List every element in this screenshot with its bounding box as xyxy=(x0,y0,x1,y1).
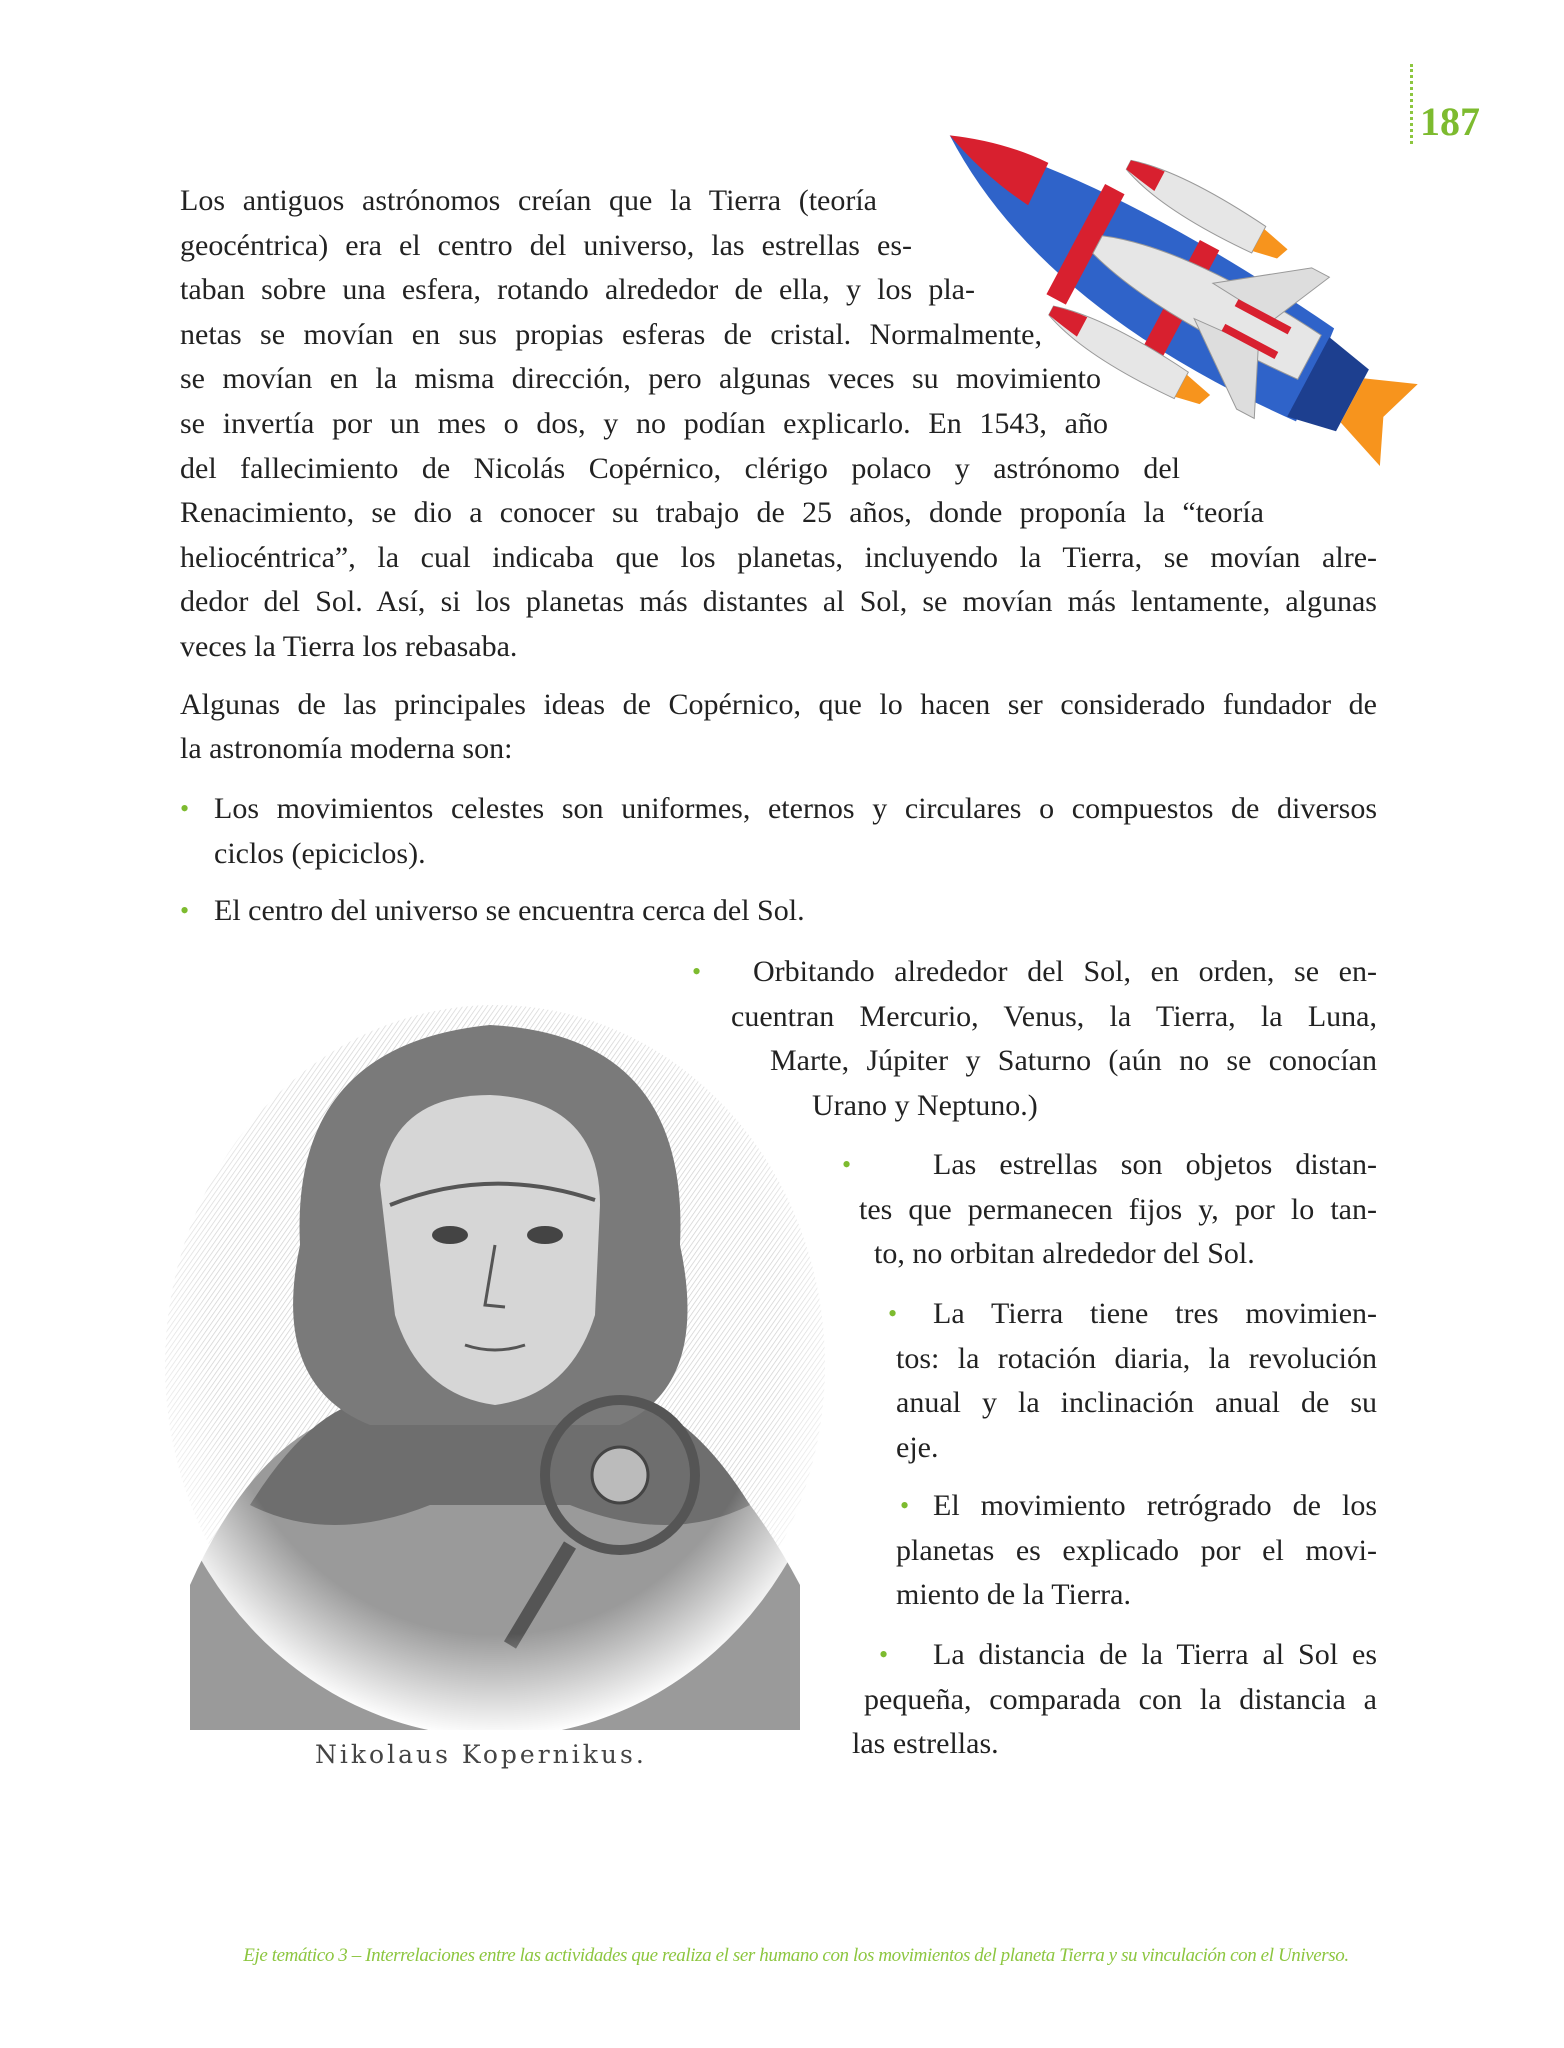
text-line: veces la Tierra los rebasaba. xyxy=(180,630,518,663)
text-line: miento de la Tierra. xyxy=(896,1578,1131,1612)
text-line: tes que permanecen fijos y, por lo tan- xyxy=(859,1192,1377,1226)
bullet-icon: • xyxy=(842,1150,852,1179)
text-line: La Tierra tiene tres movimien- xyxy=(933,1297,1377,1330)
text-line: Orbitando alrededor del Sol, en orden, se en- xyxy=(753,955,1377,988)
text-line: to, no orbitan alrededor del Sol. xyxy=(874,1237,1255,1271)
text-line: la astronomía moderna son: xyxy=(180,732,513,765)
text-line: taban sobre una esfera, rotando alrededor de ella, y los pla- xyxy=(180,273,975,307)
text-line: se invertía por un mes o dos, y no podían explicarlo. En 1543, año xyxy=(180,407,1108,440)
text-line: La distancia de la Tierra al Sol es xyxy=(933,1638,1377,1671)
text-line: tos: la rotación diaria, la revolución xyxy=(896,1341,1377,1375)
text-line: anual y la inclinación anual de su xyxy=(896,1386,1377,1420)
text-line: planetas es explicado por el movi- xyxy=(896,1533,1377,1567)
text-line: dedor del Sol. Así, si los planetas más distantes al Sol, se movían más lentamente, algunas xyxy=(180,585,1377,619)
text-line: ciclos (epiciclos). xyxy=(214,836,426,870)
copernicus-portrait xyxy=(150,985,840,1730)
text-line: del fallecimiento de Nicolás Copérnico, clérigo polaco y astrónomo del xyxy=(180,451,1180,485)
text-line: eje. xyxy=(896,1430,939,1464)
text-line: Los antiguos astrónomos creían que la Tierra (teoría xyxy=(180,184,877,217)
bullet-icon: • xyxy=(900,1491,910,1520)
text-line: Algunas de las principales ideas de Copérnico, que lo hacen ser considerado fundador de xyxy=(180,688,1377,721)
page-number: 187 xyxy=(1420,99,1480,144)
footer-theme-text: Eje temático 3 – Interrelaciones entre las actividades que realiza el ser humano con los movimientos del planeta Tierra y su vinculación con el Universo. xyxy=(243,1945,1349,1966)
text-line: cuentran Mercurio, Venus, la Tierra, la Luna, xyxy=(731,999,1377,1033)
text-line: heliocéntrica”, la cual indicaba que los planetas, incluyendo la Tierra, se movían alre- xyxy=(180,540,1377,574)
text-line: netas se movían en sus propias esferas de cristal. Normalmente, xyxy=(180,317,1042,351)
portrait-caption: Nikolaus Kopernikus. xyxy=(315,1740,647,1769)
bullet-icon: • xyxy=(692,957,702,986)
text-line: las estrellas. xyxy=(852,1727,999,1761)
text-line: El movimiento retrógrado de los xyxy=(933,1489,1377,1522)
text-line: El centro del universo se encuentra cerca del Sol. xyxy=(214,894,805,927)
bullet-icon: • xyxy=(879,1640,889,1669)
bullet-icon: • xyxy=(180,794,190,823)
text-line: geocéntrica) era el centro del universo, las estrellas es- xyxy=(180,228,912,262)
text-line: Marte, Júpiter y Saturno (aún no se conocían xyxy=(770,1044,1377,1078)
text-line: Urano y Neptuno.) xyxy=(812,1088,1038,1122)
bullet-icon: • xyxy=(180,896,190,925)
bullet-icon: • xyxy=(888,1299,898,1328)
text-line: Los movimientos celestes son uniformes, eternos y circulares o compuestos de diversos xyxy=(214,792,1377,825)
text-line: se movían en la misma dirección, pero algunas veces su movimiento xyxy=(180,362,1101,396)
text-line: Las estrellas son objetos distan- xyxy=(933,1148,1377,1181)
text-line: pequeña, comparada con la distancia a xyxy=(864,1682,1377,1716)
text-line: Renacimiento, se dio a conocer su trabajo de 25 años, donde proponía la “teoría xyxy=(180,496,1264,530)
